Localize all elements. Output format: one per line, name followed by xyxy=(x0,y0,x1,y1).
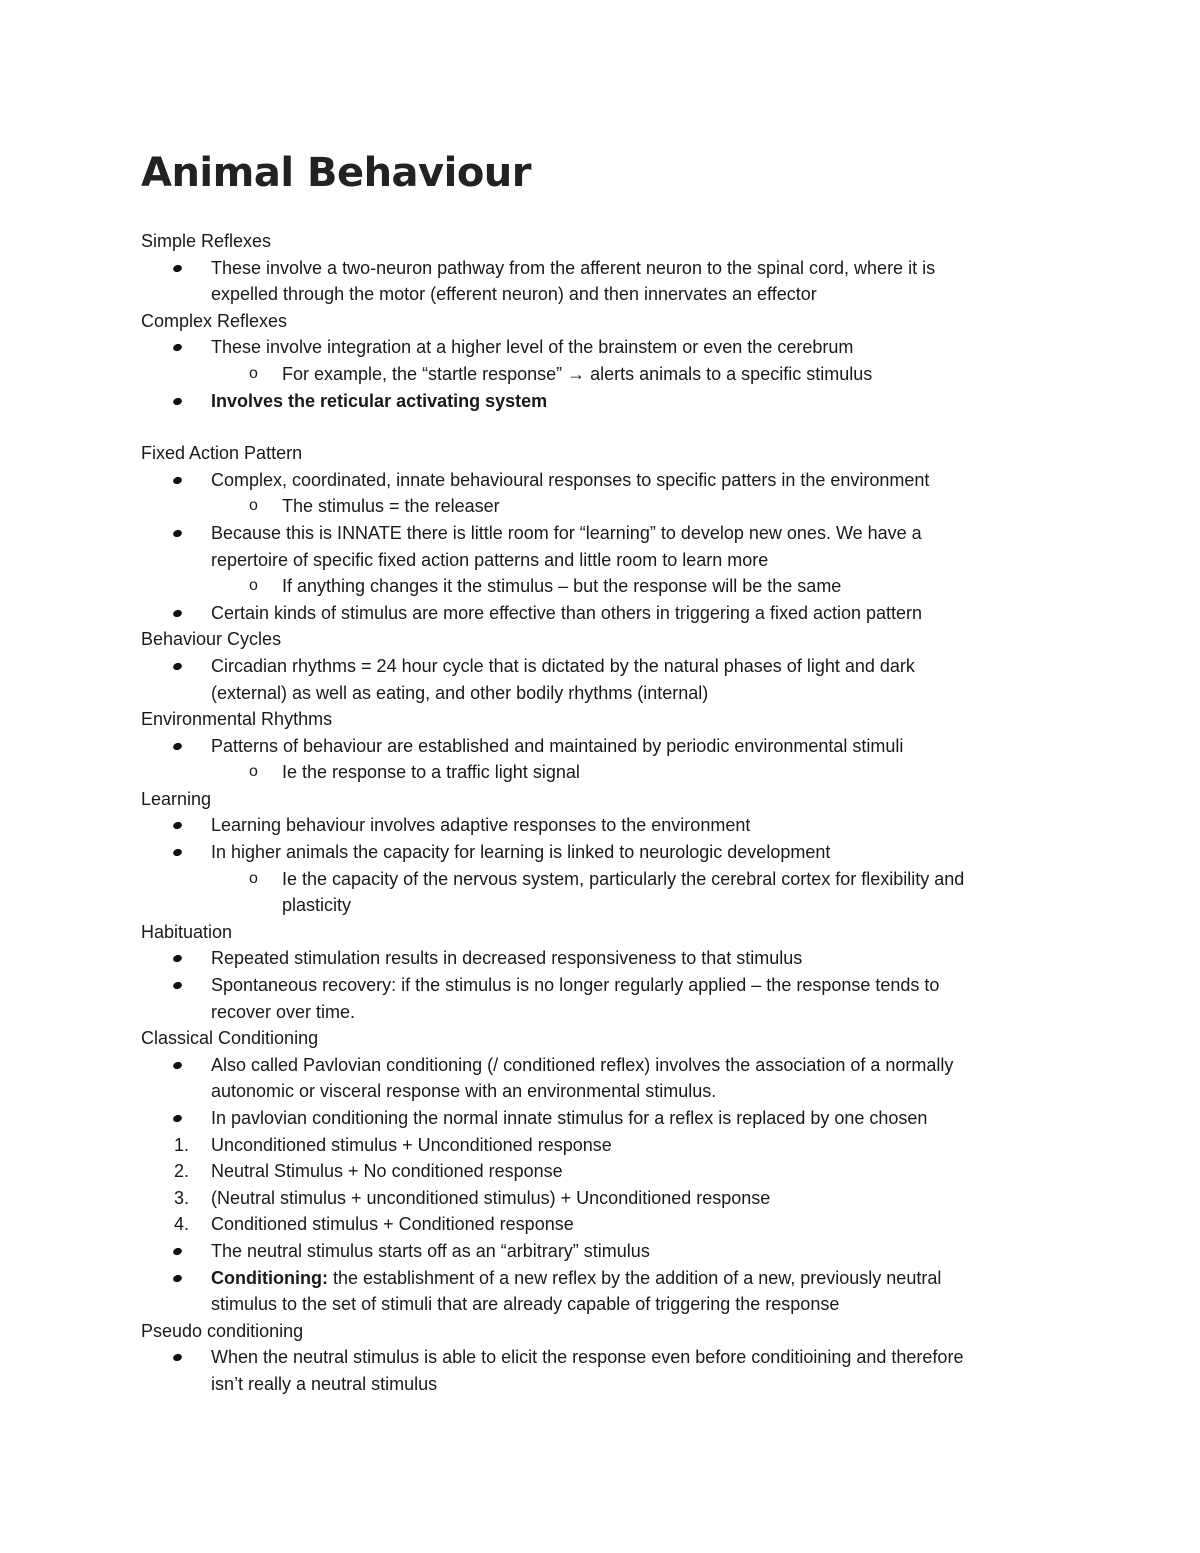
notes-body xyxy=(141,228,1061,1398)
bullet-item: Repeated stimulation results in decreased responsiveness to that stimulus xyxy=(141,945,1061,972)
section-heading: Learning xyxy=(141,788,212,809)
section-heading: Environmental Rhythms xyxy=(141,709,333,730)
section-heading: Habituation xyxy=(141,921,233,942)
bullet-item: In pavlovian conditioning the normal innate stimulus for a reflex is replaced by one chosen xyxy=(141,1105,1061,1132)
numbered-item: 2. Neutral Stimulus + No conditioned response xyxy=(141,1158,1061,1185)
bullet-icon xyxy=(172,1060,183,1070)
sub-bullet-item: o For example, the “startle response” → alerts animals to a specific stimulus xyxy=(141,361,1061,388)
sub-bullet-continuation: plasticity xyxy=(282,895,352,916)
section-heading: Behaviour Cycles xyxy=(141,629,282,650)
bullet-item: Certain kinds of stimulus are more effective than others in triggering a fixed action pattern xyxy=(141,600,1061,627)
list-number: 1. xyxy=(174,1134,190,1155)
bullet-item: These involve integration at a higher level of the brainstem or even the cerebrum xyxy=(141,334,1061,361)
bullet-icon xyxy=(172,662,183,672)
section-heading: Classical Conditioning xyxy=(141,1028,319,1049)
bullet-icon xyxy=(172,396,183,406)
bullet-item: Conditioning: the establishment of a new reflex by the addition of a new, previously neutral xyxy=(141,1265,1061,1292)
bullet-continuation: stimulus to the set of stimuli that are already capable of triggering the response xyxy=(211,1294,840,1315)
section-heading: Simple Reflexes xyxy=(141,231,272,251)
bullet-icon xyxy=(172,981,183,991)
bullet-item: Involves the reticular activating system xyxy=(141,388,1061,415)
bullet-item: Also called Pavlovian conditioning (/ conditioned reflex) involves the association of a normally xyxy=(141,1052,1061,1079)
bullet-continuation: autonomic or visceral response with an environmental stimulus. xyxy=(211,1081,717,1102)
bullet-continuation: (external) as well as eating, and other bodily rhythms (internal) xyxy=(211,682,709,703)
sub-bullet-icon: o xyxy=(249,364,258,382)
bullet-icon xyxy=(172,1353,183,1363)
bullet-icon xyxy=(172,954,183,964)
bullet-item: In higher animals the capacity for learning is linked to neurologic development xyxy=(141,839,1061,866)
bullet-item: The neutral stimulus starts off as an “arbitrary” stimulus xyxy=(141,1238,1061,1265)
page-title: Animal Behaviour xyxy=(141,150,532,196)
section-heading: Fixed Action Pattern xyxy=(141,443,303,464)
bullet-item: When the neutral stimulus is able to elicit the response even before conditioining and therefore xyxy=(141,1344,1061,1371)
numbered-item: 4. Conditioned stimulus + Conditioned response xyxy=(141,1211,1061,1238)
bullet-icon xyxy=(172,608,183,618)
sub-bullet-icon: o xyxy=(249,577,258,595)
bullet-item: Complex, coordinated, innate behavioural responses to specific patters in the environment xyxy=(141,467,1061,494)
numbered-item: 1. Unconditioned stimulus + Unconditioned response xyxy=(141,1132,1061,1159)
list-number: 2. xyxy=(174,1161,190,1182)
bullet-item: Learning behaviour involves adaptive responses to the environment xyxy=(141,812,1061,839)
bullet-item: Because this is INNATE there is little room for “learning” to develop new ones. We have a xyxy=(141,520,1061,547)
section-heading: Complex Reflexes xyxy=(141,310,288,331)
bullet-item: These involve a two-neuron pathway from the afferent neuron to the spinal cord, where it is xyxy=(141,255,1061,282)
sub-bullet-item: o Ie the response to a traffic light signal xyxy=(141,759,1061,786)
bullet-continuation: recover over time. xyxy=(211,1001,356,1022)
bullet-icon xyxy=(172,848,183,858)
sub-bullet-item: o Ie the capacity of the nervous system, particularly the cerebral cortex for flexibility and xyxy=(141,866,1061,893)
bullet-icon xyxy=(172,1114,183,1124)
list-number: 4. xyxy=(174,1214,190,1235)
blank-line xyxy=(141,414,1061,440)
bullet-icon xyxy=(172,343,183,353)
section-heading: Pseudo conditioning xyxy=(141,1320,304,1341)
bullet-item: Circadian rhythms = 24 hour cycle that is dictated by the natural phases of light and dark xyxy=(141,653,1061,680)
bullet-continuation: expelled through the motor (efferent neuron) and then innervates an effector xyxy=(211,284,817,305)
bullet-continuation: isn’t really a neutral stimulus xyxy=(211,1373,438,1394)
bullet-icon xyxy=(172,475,183,485)
list-number: 3. xyxy=(174,1187,190,1208)
sub-bullet-item: o The stimulus = the releaser xyxy=(141,493,1061,520)
bullet-icon xyxy=(172,263,183,273)
sub-bullet-icon: o xyxy=(249,497,258,515)
bullet-icon xyxy=(172,821,183,831)
bullet-icon xyxy=(172,741,183,751)
numbered-item: 3. (Neutral stimulus + unconditioned stimulus) + Unconditioned response xyxy=(141,1185,1061,1212)
bullet-item: Patterns of behaviour are established and maintained by periodic environmental stimuli xyxy=(141,733,1061,760)
sub-bullet-icon: o xyxy=(249,869,258,887)
bullet-continuation: repertoire of specific fixed action patterns and little room to learn more xyxy=(211,549,769,570)
bullet-icon xyxy=(172,1273,183,1283)
bullet-icon xyxy=(172,1247,183,1257)
term-label: Conditioning: xyxy=(211,1267,328,1288)
sub-bullet-item: o If anything changes it the stimulus – but the response will be the same xyxy=(141,573,1061,600)
bullet-icon xyxy=(172,529,183,539)
sub-bullet-icon: o xyxy=(249,763,258,781)
bullet-item: Spontaneous recovery: if the stimulus is no longer regularly applied – the response tends to xyxy=(141,972,1061,999)
